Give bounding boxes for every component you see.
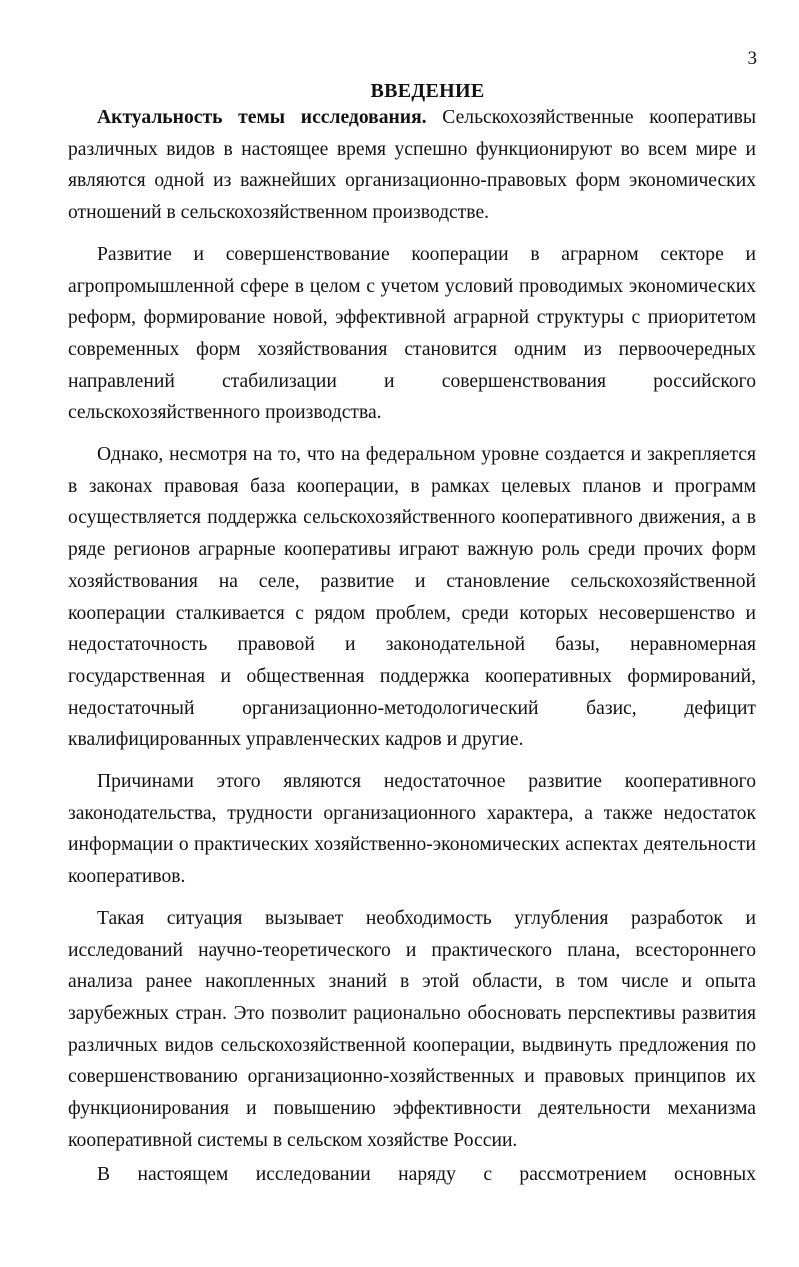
- paragraph-reasons: Причинами этого являются недостаточное развитие кооперативного законодательства, трудности организационного характера, а также недостаток информации о практических хозяйственно-экономических аспектах деятельности кооперативов.: [68, 771, 756, 888]
- paragraph-present-study: В настоящем исследовании наряду с рассмотрением основных: [97, 1163, 756, 1185]
- paragraph-however: Однако, несмотря на то, что на федеральном уровне создается и закрепляется в законах правовая база кооперации, в рамках целевых планов и программ осуществляется поддержка сельскохозяйственного кооперативного движения, а в ряде регионов аграрные кооперативы играют важную роль среди прочих форм хозяйствования на селе, развитие и становление сельскохозяйственной кооперации сталкивается с рядом проблем, среди которых несовершенство и недостаточность правовой и законодательной базы, неравномерная государственная и общественная поддержка кооперативных формирований, недостаточный организационно-методологический базис, дефицит квалифицированных управленческих кадров и другие.: [68, 444, 756, 751]
- paragraph-situation: Такая ситуация вызывает необходимость углубления разработок и исследований научно-теоретического и практического плана, всестороннего анализа ранее накопленных знаний в этой области, в том числе и опыта зарубежных стран. Это позволит рационально обосновать перспективы развития различных видов сельскохозяйственной кооперации, выдвинуть предложения по совершенствованию организационно-хозяйственных и правовых принципов их функционирования и повышению эффективности деятельности механизма кооперативной системы в сельском хозяйстве России.: [68, 907, 756, 1151]
- paragraph-relevance: [68, 102, 756, 229]
- page-title: ВВЕДЕНИЕ: [370, 80, 485, 102]
- paragraph-lead: Актуальность темы исследования.: [97, 107, 427, 128]
- paragraph-text: Сельскохозяйственные кооперативы различных видов в настоящее время успешно функционируют во всем мире и являются одной из важнейших организационно-правовых форм экономических отношений в сельскохозяйственном производстве.: [68, 107, 756, 224]
- paragraph-development: Развитие и совершенствование кооперации в аграрном секторе и агропромышленной сфере в целом с учетом условий проводимых экономических реформ, формирование новой, эффективной аграрной структуры с приоритетом современных форм хозяйствования становится одним из первоочередных направлений стабилизации и совершенствования российского сельскохозяйственного производства.: [68, 243, 756, 424]
- page-number: 3: [747, 48, 757, 69]
- document-body: [68, 102, 756, 1190]
